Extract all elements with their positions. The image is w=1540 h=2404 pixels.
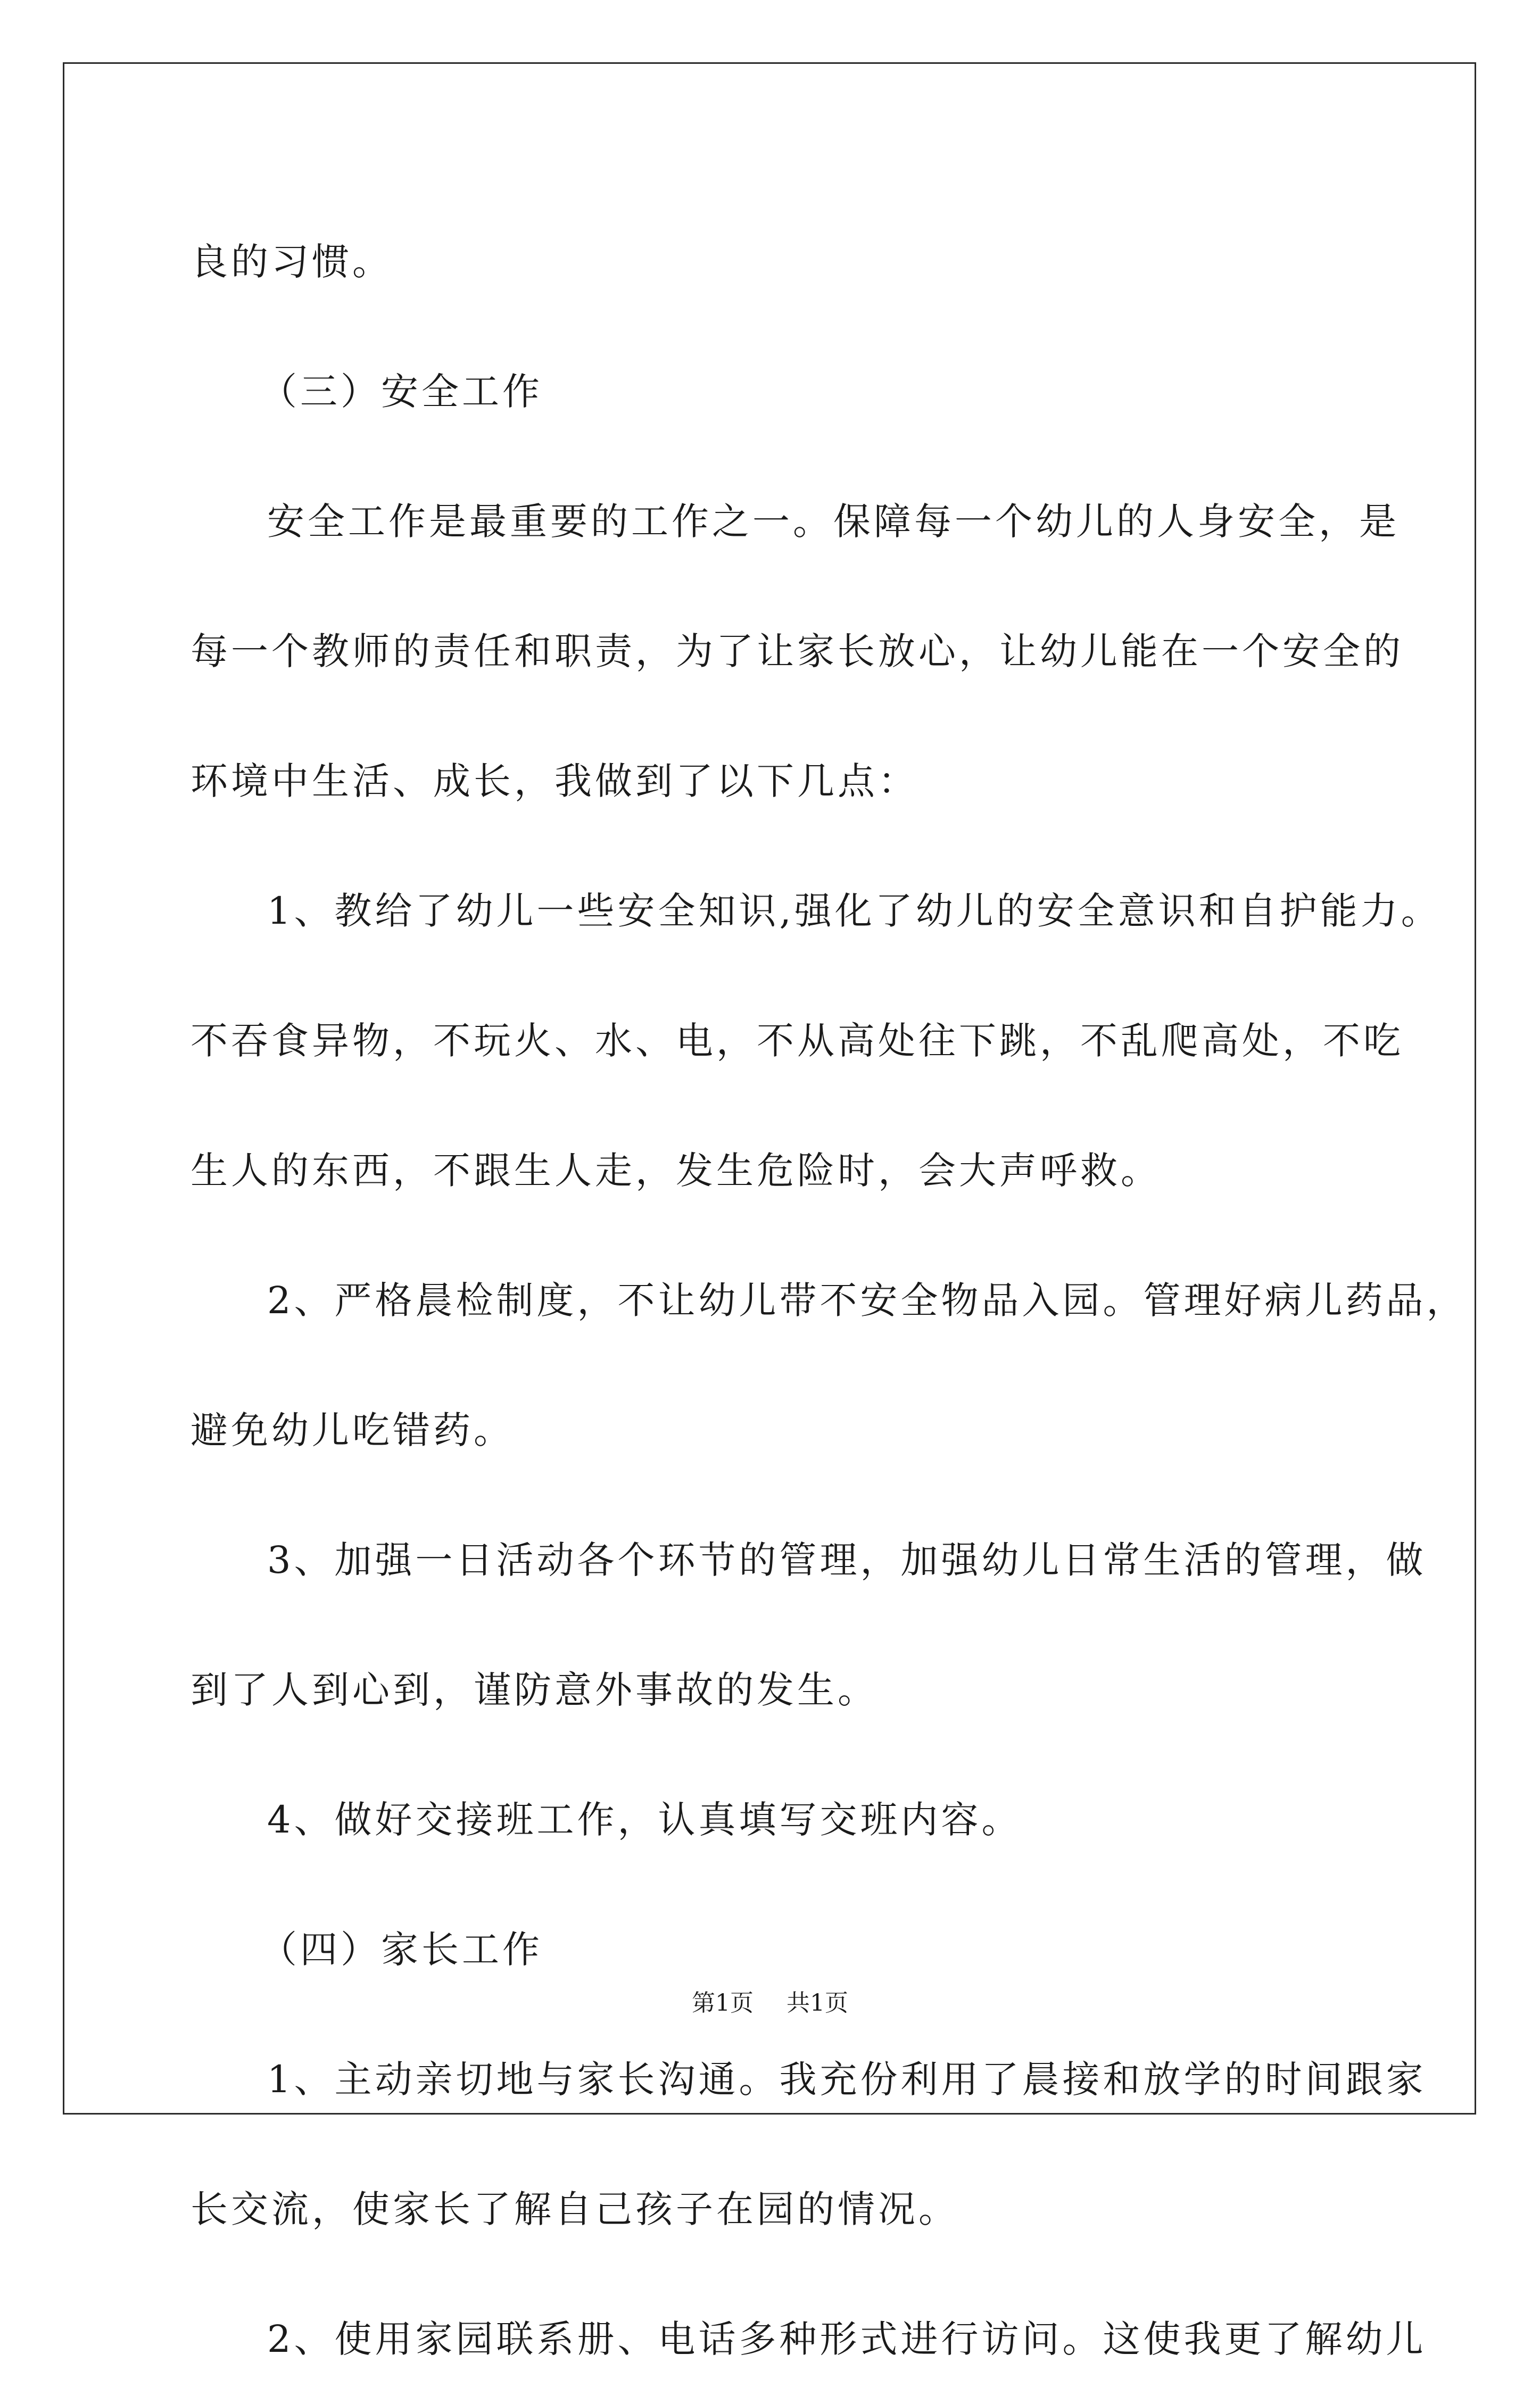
list-item: 1、主动亲切地与家长沟通。我充份利用了晨接和放学的时间跟家	[267, 2058, 1427, 2101]
page-total: 共1页	[786, 1989, 848, 2017]
section-heading: （三）安全工作	[260, 370, 543, 413]
paragraph-line: 环境中生活、成长，我做到了以下几点：	[191, 759, 918, 803]
paragraph-line: 安全工作是最重要的工作之一。保障每一个幼儿的人身安全，是	[267, 500, 1400, 543]
paragraph-line: 长交流，使家长了解自己孩子在园的情况。	[191, 2187, 959, 2231]
paragraph-line: 生人的东西，不跟生人走，发生危险时，会大声呼救。	[191, 1149, 1161, 1192]
paragraph-line: 到了人到心到，谨防意外事故的发生。	[191, 1668, 878, 1712]
list-item: 2、严格晨检制度，不让幼儿带不安全物品入园。管理好病儿药品，	[267, 1279, 1467, 1322]
paragraph-line: 每一个教师的责任和职责，为了让家长放心，让幼儿能在一个安全的	[191, 629, 1404, 673]
document-body	[191, 197, 1467, 2404]
paragraph-line: 避免幼儿吃错药。	[191, 1408, 514, 1452]
list-item: 2、使用家园联系册、电话多种形式进行访问。这使我更了解幼儿	[267, 2317, 1427, 2361]
page-number: 第1页	[692, 1989, 754, 2017]
list-item: 3、加强一日活动各个环节的管理，加强幼儿日常生活的管理，做	[267, 1538, 1427, 1582]
list-item: 1、教给了幼儿一些安全知识,强化了幼儿的安全意识和自护能力。	[267, 889, 1442, 933]
list-item: 4、做好交接班工作，认真填写交班内容。	[267, 1798, 1022, 1842]
section-heading: （四）家长工作	[260, 1928, 543, 1971]
paragraph-line: 良的习惯。	[191, 240, 393, 284]
paragraph-line: 不吞食异物，不玩火、水、电，不从高处往下跳，不乱爬高处，不吃	[191, 1019, 1404, 1063]
page-footer	[0, 1984, 1540, 2018]
